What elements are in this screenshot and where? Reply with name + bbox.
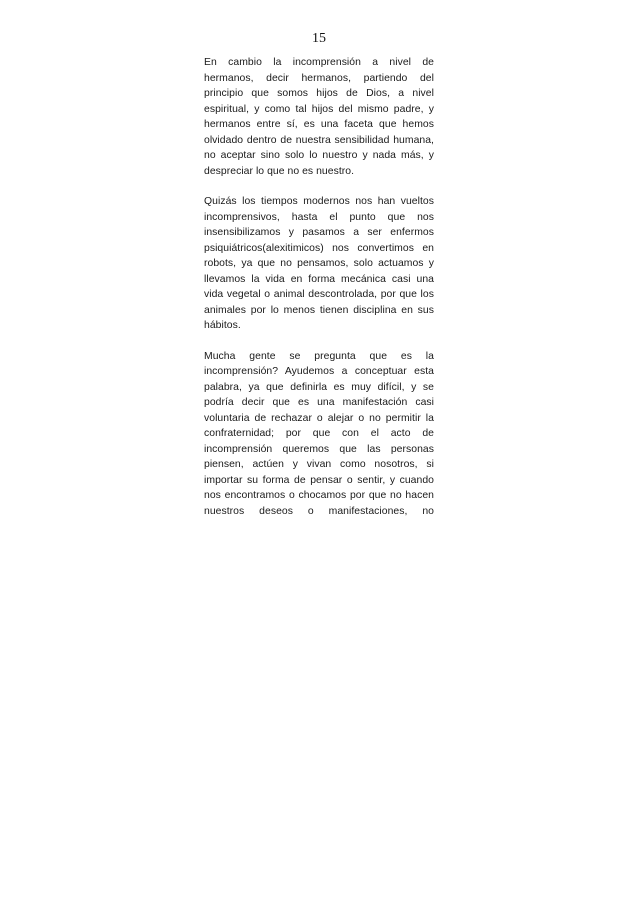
page-number: 15	[312, 31, 326, 46]
paragraph-3: Mucha gente se pregunta que es la incomprensión? Ayudemos a conceptuar esta palabra, ya que definirla es muy difícil, y se podría decir que es una manifestación casi voluntaria de rechazar o alejar o no permitir la confraternidad; por que con el acto de incomprensión queremos que las personas piensen, actúen y vivan como nosotros, si importar su forma de pensar o sentir, y cuando nos encontramos o chocamos por que no hacen nuestros deseos o manifestaciones, no	[204, 350, 434, 517]
paragraph-1: En cambio la incomprensión a nivel de hermanos, decir hermanos, partiendo del principio que somos hijos de Dios, a nivel espiritual, y como tal hijos del mismo padre, y hermanos entre sí, es una faceta que hemos olvidado dentro de nuestra sensibilidad humana, no aceptar sino solo lo nuestro y nada más, y despreciar lo que no es nuestro.	[204, 57, 434, 177]
paragraph-2: Quizás los tiempos modernos nos han vueltos incomprensivos, hasta el punto que nos insensibilizamos y pasamos a ser enfermos psiquiátricos(alexitimicos) nos convertimos en robots, ya que no pensamos, solo actuamos y llevamos la vida en forma mecánica casi una vida vegetal o animal descontrolada, por que los animales por lo menos tienen disciplina en sus hábitos.	[204, 196, 434, 331]
text-column	[204, 55, 434, 534]
